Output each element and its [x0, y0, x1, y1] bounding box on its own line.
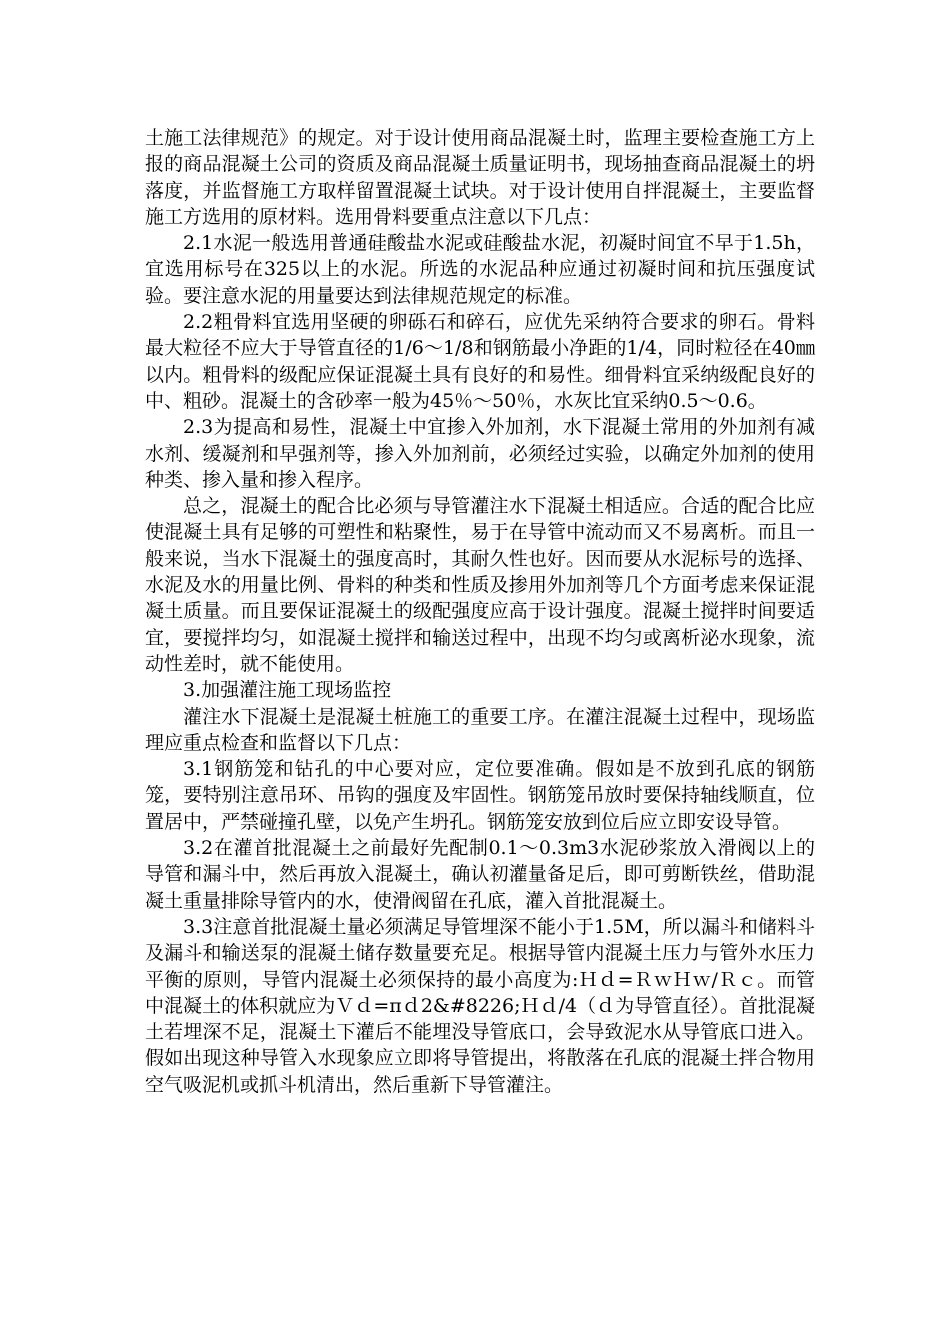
paragraph-first-pour: 3.2在灌首批混凝土之前最好先配制0.1～0.3m3水泥砂浆放入滑阀以上的导管和漏斗中，然后再放入混凝土，确认初灌量备足后，即可剪断铁丝，借助混凝土重量排除导管内的水，使滑阀留在孔底，灌入首批混凝土。 — [145, 837, 815, 912]
section-heading-3: 3.加强灌注施工现场监控 — [183, 679, 392, 702]
paragraph-admixture: 2.3为提高和易性，混凝土中宜掺入外加剂，水下混凝土常用的外加剂有减水剂、缓凝剂和早强剂等，掺入外加剂前，必须经过实验，以确定外加剂的使用种类、掺入量和掺入程序。 — [145, 416, 815, 491]
paragraph-continuation: 土施工法律规范》的规定。对于设计使用商品混凝土时，监理主要检查施工方上报的商品混凝土公司的资质及商品混凝土质量证明书，现场抽查商品混凝土的坍落度，并监督施工方取样留置混凝土试块。对于设计使用自拌混凝土，主要监督施工方选用的原材料。选用骨料要重点注意以下几点： — [145, 127, 815, 228]
paragraph-embed-depth: 3.3注意首批混凝土量必须满足导管埋深不能小于1.5M，所以漏斗和储料斗及漏斗和输送泵的混凝土储存数量要充足。根据导管内混凝土压力与管外水压力平衡的原则，导管内混凝土必须保持的最小高度为:Ｈｄ=ＲｗＨｗ/Ｒｃ。而管中混凝土的体积就应为Ｖｄ=πｄ2&#8226;Ｈｄ/4（ｄ为导管直径）。首批混凝土若埋深不足，混凝土下灌后不能埋没导管底口，会导致泥水从导管底口进入。假如出现这种导管入水现象应立即将导管提出，将散落在孔底的混凝土拌合物用空气吸泥机或抓斗机清出，然后重新下导管灌注。 — [145, 915, 815, 1096]
paragraph-summary: 总之，混凝土的配合比必须与导管灌注水下混凝土相适应。合适的配合比应使混凝土具有足够的可塑性和粘聚性，易于在导管中流动而又不易离析。而且一般来说，当水下混凝土的强度高时，其耐久性也好。因而要从水泥标号的选择、水泥及水的用量比例、骨料的种类和性质及掺用外加剂等几个方面考虑来保证混凝土质量。而且要保证混凝土的级配强度应高于设计强度。混凝土搅拌时间要适宜，要搅拌均匀，如混凝土搅拌和输送过程中，出现不均匀或离析泌水现象，流动性差时，就不能使用。 — [145, 495, 815, 675]
document-page — [145, 125, 815, 1098]
paragraph-pouring-intro: 灌注水下混凝土是混凝土桩施工的重要工序。在灌注混凝土过程中，现场监理应重点检查和监督以下几点： — [145, 705, 815, 754]
paragraph-cement: 2.1水泥一般选用普通硅酸盐水泥或硅酸盐水泥，初凝时间宜不早于1.5h，宜选用标号在325以上的水泥。所选的水泥品种应通过初凝时间和抗压强度试验。要注意水泥的用量要达到法律规范规定的标准。 — [145, 232, 815, 307]
paragraph-coarse-aggregate: 2.2粗骨料宜选用坚硬的卵砾石和碎石，应优先采纳符合要求的卵石。骨料最大粒径不应大于导管直径的1/6～1/8和钢筋最小净距的1/4，同时粒径在40㎜以内。粗骨料的级配应保证混凝土具有良好的和易性。细骨料宜采纳级配良好的中、粗砂。混凝土的含砂率一般为45％～50％，水灰比宜采纳0.5～0.6。 — [145, 311, 815, 412]
paragraph-rebar-cage: 3.1钢筋笼和钻孔的中心要对应，定位要准确。假如是不放到孔底的钢筋笼，要特别注意吊环、吊钩的强度及牢固性。钢筋笼吊放时要保持轴线顺直，位置居中，严禁碰撞孔壁，以免产生坍孔。钢筋笼安放到位后应立即安设导管。 — [145, 758, 815, 833]
